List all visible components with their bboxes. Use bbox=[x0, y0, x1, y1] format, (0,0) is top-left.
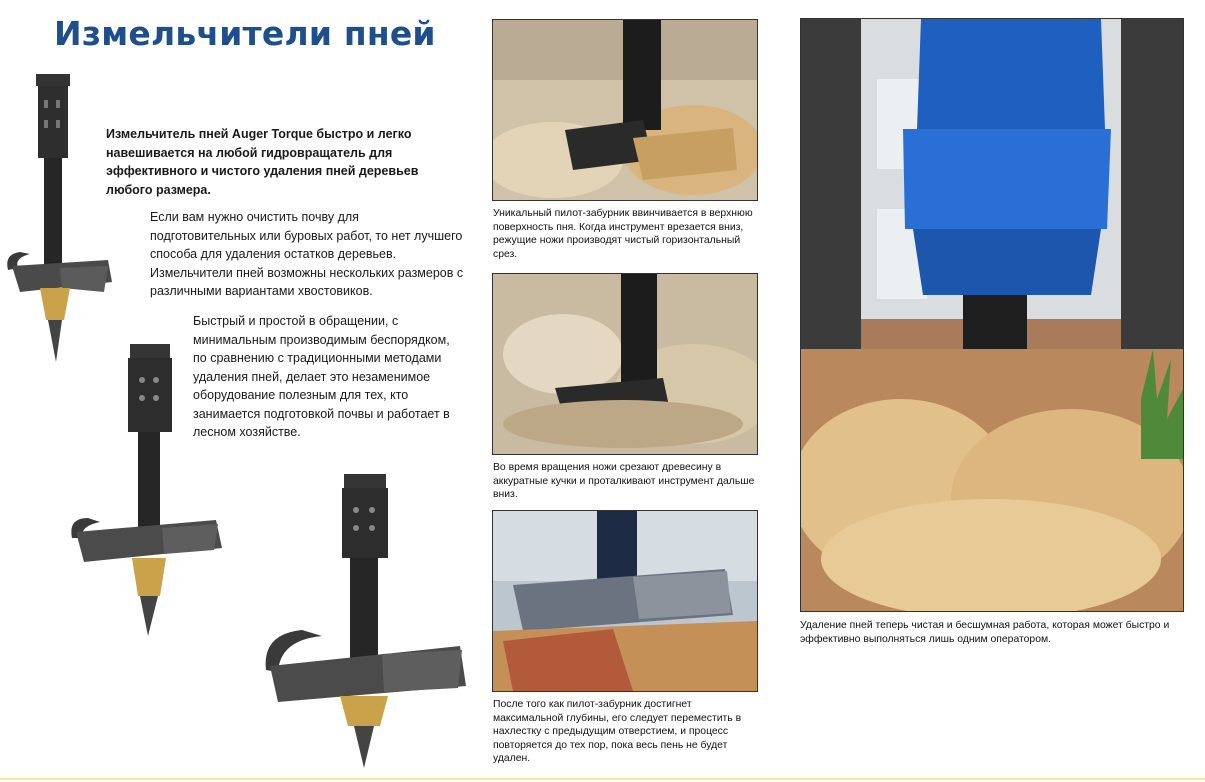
page-bottom-rule bbox=[0, 778, 1205, 780]
body-paragraph-2: Если вам нужно очистить почву для подготовительных или буровых работ, то нет лучшего способа для удаления остатков деревьев. Измельчители пней возможны нескольких размеров с различными вариантами хвостовиков. bbox=[150, 210, 464, 298]
stump-grinder-tool-image-large bbox=[262, 470, 468, 770]
caption-photo-large: Удаление пней теперь чистая и бесшумная работа, которая может быстро и эффективно выполняться лишь одним оператором. bbox=[800, 620, 1170, 645]
caption-photo-2: Во время вращения ножи срезают древесину в аккуратные кучки и проталкивают инструмент дальше вниз. bbox=[493, 462, 755, 501]
body-paragraph-3: Быстрый и простой в обращении, с минимальным производимым беспорядком, по сравнению с традиционными методами удаления пней, делает это незаменимое оборудование полезным для тех, кто занимается подготовкой почвы и работает в лесном хозяйстве. bbox=[193, 314, 450, 439]
stump-grinder-tool-image-medium bbox=[66, 342, 228, 640]
photo-overlap-cut bbox=[492, 510, 758, 692]
photo-stump-grinder-in-use bbox=[800, 18, 1184, 612]
intro-paragraph: Измельчитель пней Auger Torque быстро и легко навешивается на любой гидровращатель для эффективного и чистого удаления пней деревьев любого размера. bbox=[106, 127, 419, 197]
caption-photo-3: После того как пилот-забурник достигнет максимальной глубины, его следует переместить в нахлестку с предыдущим отверстием, и процесс повторяется до тех пор, пока весь пень не будет удален. bbox=[493, 699, 742, 765]
photo-pilot-drilling bbox=[492, 19, 758, 201]
page-title: Измельчители пней bbox=[54, 14, 436, 53]
stump-grinder-tool-image-small bbox=[0, 70, 120, 370]
caption-photo-1: Уникальный пилот-забурник ввинчивается в верхнюю поверхность пня. Когда инструмент врезается вниз, режущие ножи производят чистый горизонтальный срез. bbox=[493, 208, 753, 260]
photo-chips-cutting bbox=[492, 273, 758, 455]
